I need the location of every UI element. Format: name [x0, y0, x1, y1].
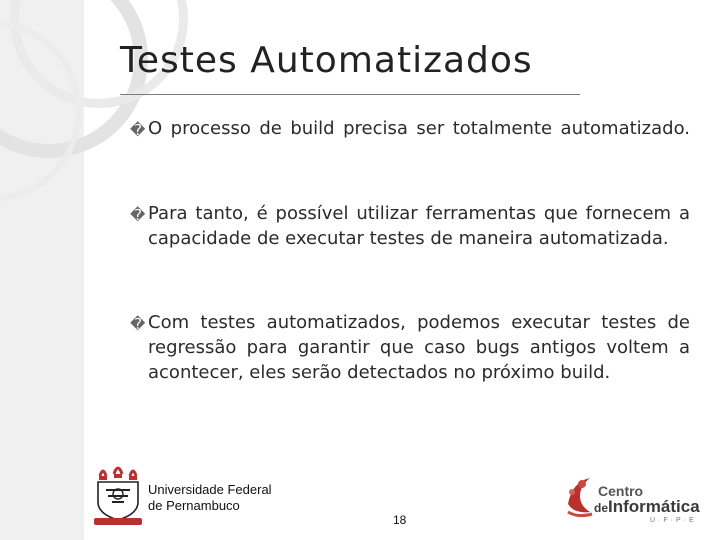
slide-title: Testes Automatizados	[120, 40, 533, 81]
bullet-text-3: Com testes automatizados, podemos executar testes de regressão para garantir que caso bugs antigos voltem a acontecer, eles serão detectados no próximo build.	[148, 312, 690, 383]
bullet-text-2: Para tanto, é possível utilizar ferramentas que fornecem a capacidade de executar testes de maneira automatizada.	[148, 203, 690, 249]
bullet-icon: �	[130, 121, 146, 139]
cin-logo-informatica: Informática	[608, 497, 700, 516]
university-line-2: de Pernambuco	[148, 498, 240, 513]
cin-logo-line-3: U·F·P·E	[650, 517, 697, 524]
bullet-text-1: O processo de build precisa ser totalmente automatizado.	[148, 118, 690, 139]
ufpe-seal-logo	[92, 462, 144, 528]
university-line-1: Universidade Federal	[148, 482, 272, 497]
cin-logo-line-1: Centro	[598, 483, 644, 499]
cin-logo-prefix: de	[594, 501, 609, 515]
bullet-icon: �	[130, 315, 146, 333]
page-number: 18	[393, 513, 407, 527]
cin-logo-line-2	[594, 498, 700, 517]
bullet-icon: �	[130, 206, 146, 224]
university-name	[148, 482, 272, 514]
title-underline	[120, 94, 580, 95]
